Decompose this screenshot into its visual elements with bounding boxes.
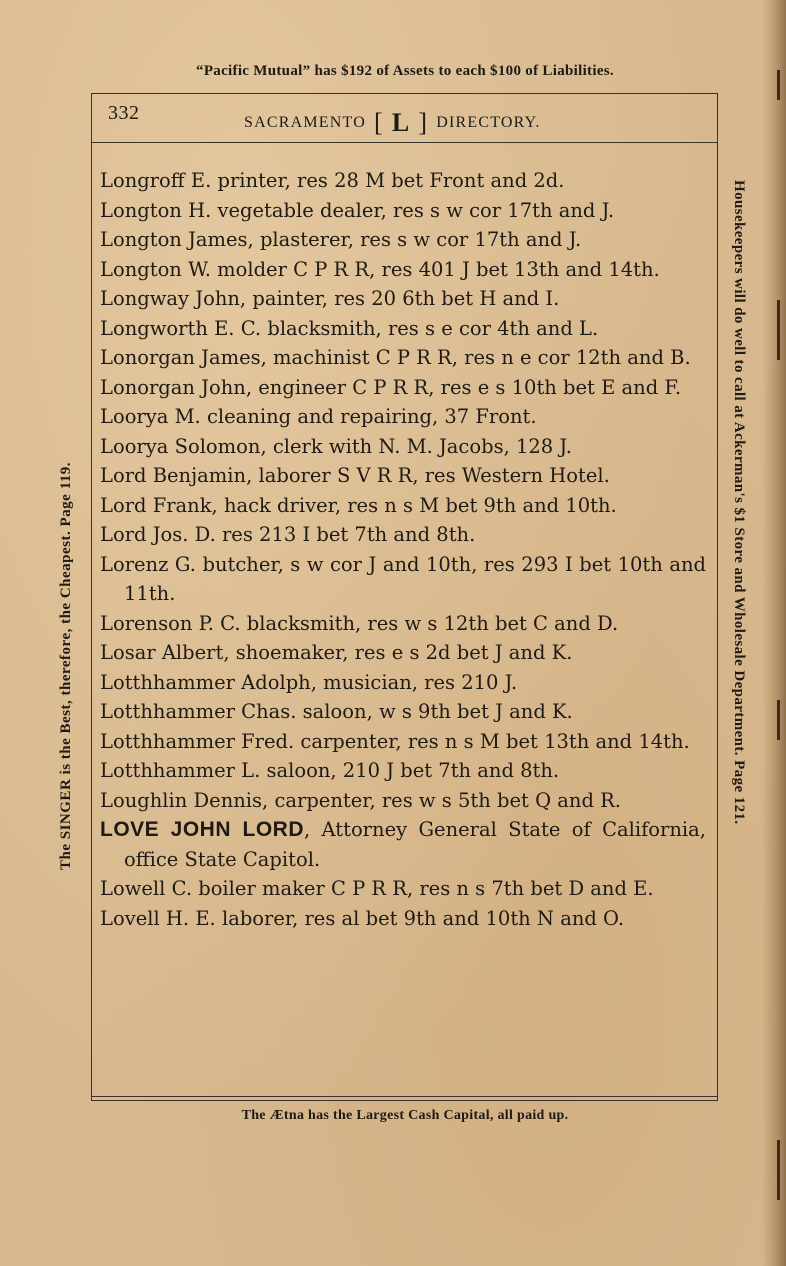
section-letter: L [391, 108, 411, 137]
page-edge [762, 0, 786, 1266]
directory-entry: Lovell H. E. laborer, res al bet 9th and 10th N and O. [100, 906, 625, 930]
directory-entry: Lorenz G. butcher, s w cor J and 10th, res 293 I bet 10th and 11th. [100, 552, 706, 605]
directory-entry: Longroff E. printer, res 28 M bet Front and 2d. [100, 169, 565, 192]
edge-mark [777, 1140, 780, 1200]
edge-mark [777, 700, 780, 740]
directory-entry: Lord Jos. D. res 213 I bet 7th and 8th. [100, 523, 476, 546]
directory-entry: Longton W. molder C P R R, res 401 J bet 13th and 14th. [100, 257, 660, 281]
directory-entry: Lotthhammer Chas. saloon, w s 9th bet J and K. [100, 700, 573, 723]
directory-entry: Lowell C. boiler maker C P R R, res n s 7th bet D and E. [100, 877, 654, 900]
directory-entry: Loorya Solomon, clerk with N. M. Jacobs, 128 J. [100, 434, 572, 458]
bracket-open: [ [373, 108, 384, 137]
featured-name: LOVE JOHN LORD [100, 818, 304, 841]
edge-mark [777, 300, 780, 360]
running-head-city: SACRAMENTO [244, 114, 366, 131]
directory-entry: Longton James, plasterer, res s w cor 17th and J. [100, 228, 582, 251]
directory-entry: Lotthhammer Adolph, musician, res 210 J. [100, 670, 518, 694]
edge-mark [777, 70, 780, 100]
page-number: 332 [108, 102, 140, 124]
directory-entry: Losar Albert, shoemaker, res e s 2d bet J and K. [100, 641, 573, 664]
right-margin-advertisement: Housekeepers will do well to call at Ackerman's $1 Store and Wholesale Department. Page 121. [731, 180, 747, 825]
footer-rule [91, 1096, 718, 1097]
running-head-directory: DIRECTORY. [436, 114, 541, 131]
directory-entry: Loughlin Dennis, carpenter, res w s 5th bet Q and R. [100, 788, 622, 812]
directory-entry: Longworth E. C. blacksmith, res s e cor 4th and L. [100, 316, 599, 340]
bottom-advertisement: The Ætna has the Largest Cash Capital, all paid up. [241, 1108, 569, 1123]
directory-entry: Lord Frank, hack driver, res n s M bet 9th and 10th. [100, 493, 617, 517]
bracket-close: ] [418, 108, 429, 137]
directory-entry: Lonorgan John, engineer C P R R, res e s 10th bet E and F. [100, 375, 682, 399]
directory-entry: Longway John, painter, res 20 6th bet H and I. [100, 287, 560, 310]
directory-entry: Lorenson P. C. blacksmith, res w s 12th bet C and D. [100, 611, 619, 635]
directory-entries [100, 166, 706, 933]
directory-entry-featured: LOVE JOHN LORD, Attorney General State of California, office State Capitol. [100, 818, 706, 871]
directory-entry: Lonorgan James, machinist C P R R, res n e cor 12th and B. [100, 346, 691, 369]
directory-entry: Loorya M. cleaning and repairing, 37 Front. [100, 405, 537, 428]
left-margin-advertisement: The SINGER is the Best, therefore, the Cheapest. Page 119. [58, 462, 74, 870]
top-advertisement: “Pacific Mutual” has $192 of Assets to each $100 of Liabilities. [196, 63, 614, 79]
running-head [244, 104, 541, 137]
directory-entry: Lotthhammer Fred. carpenter, res n s M bet 13th and 14th. [100, 729, 690, 753]
directory-entry: Lord Benjamin, laborer S V R R, res Western Hotel. [100, 464, 610, 487]
header-rule [91, 142, 718, 143]
directory-entry: Lotthhammer L. saloon, 210 J bet 7th and 8th. [100, 759, 560, 782]
directory-entry: Longton H. vegetable dealer, res s w cor 17th and J. [100, 198, 615, 222]
